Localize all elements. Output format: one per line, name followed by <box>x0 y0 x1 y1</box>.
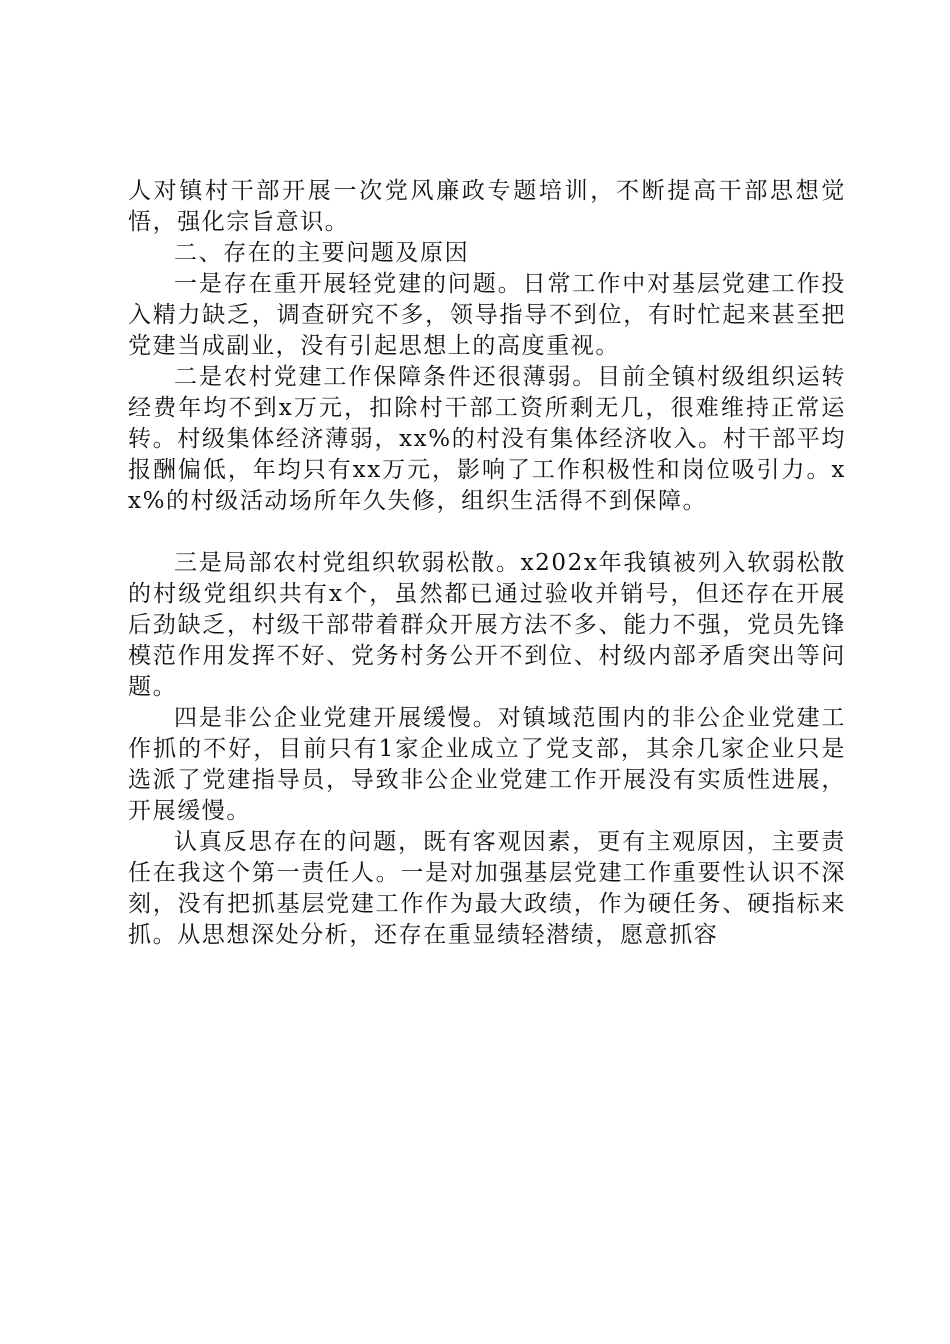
paragraph-problem-3: 三是局部农村党组织软弱松散。x202x年我镇被列入软弱松散的村级党组织共有x个，虽然都已通过验收并销号，但还存在开展后劲缺乏，村级干部带着群众开展方法不多、能力不强，党员先锋模范作用发挥不好、党务村务公开不到位、村级内部矛盾突出等问题。 <box>128 550 846 700</box>
section-heading: 二、存在的主要问题及原因 <box>174 240 470 266</box>
paragraph-problem-2: 二是农村党建工作保障条件还很薄弱。目前全镇村级组织运转经费年均不到x万元，扣除村干部工资所剩无几，很难维持正常运转。村级集体经济薄弱，xx%的村没有集体经济收入。村干部平均报酬偏低，年均只有xx万元，影响了工作积极性和岗位吸引力。xx%的村级活动场所年久失修，组织生活得不到保障。 <box>128 364 846 514</box>
paragraph-continuation: 人对镇村干部开展一次党风廉政专题培训，不断提高干部思想觉悟，强化宗旨意识。 <box>128 178 846 235</box>
document-body <box>128 176 846 951</box>
paragraph-reflection: 认真反思存在的问题，既有客观因素，更有主观原因，主要责任在我这个第一责任人。一是对加强基层党建工作重要性认识不深刻，没有把抓基层党建工作作为最大政绩，作为硬任务、硬指标来抓。从思想深处分析，还存在重显绩轻潜绩，愿意抓容 <box>128 829 846 948</box>
paragraph-problem-1: 一是存在重开展轻党建的问题。日常工作中对基层党建工作投入精力缺乏，调查研究不多，领导指导不到位，有时忙起来甚至把党建当成副业，没有引起思想上的高度重视。 <box>128 271 846 359</box>
paragraph-problem-4: 四是非公企业党建开展缓慢。对镇域范围内的非公企业党建工作抓的不好，目前只有1家企业成立了党支部，其余几家企业只是选派了党建指导员，导致非公企业党建工作开展没有实质性进展，开展缓慢。 <box>128 705 846 824</box>
